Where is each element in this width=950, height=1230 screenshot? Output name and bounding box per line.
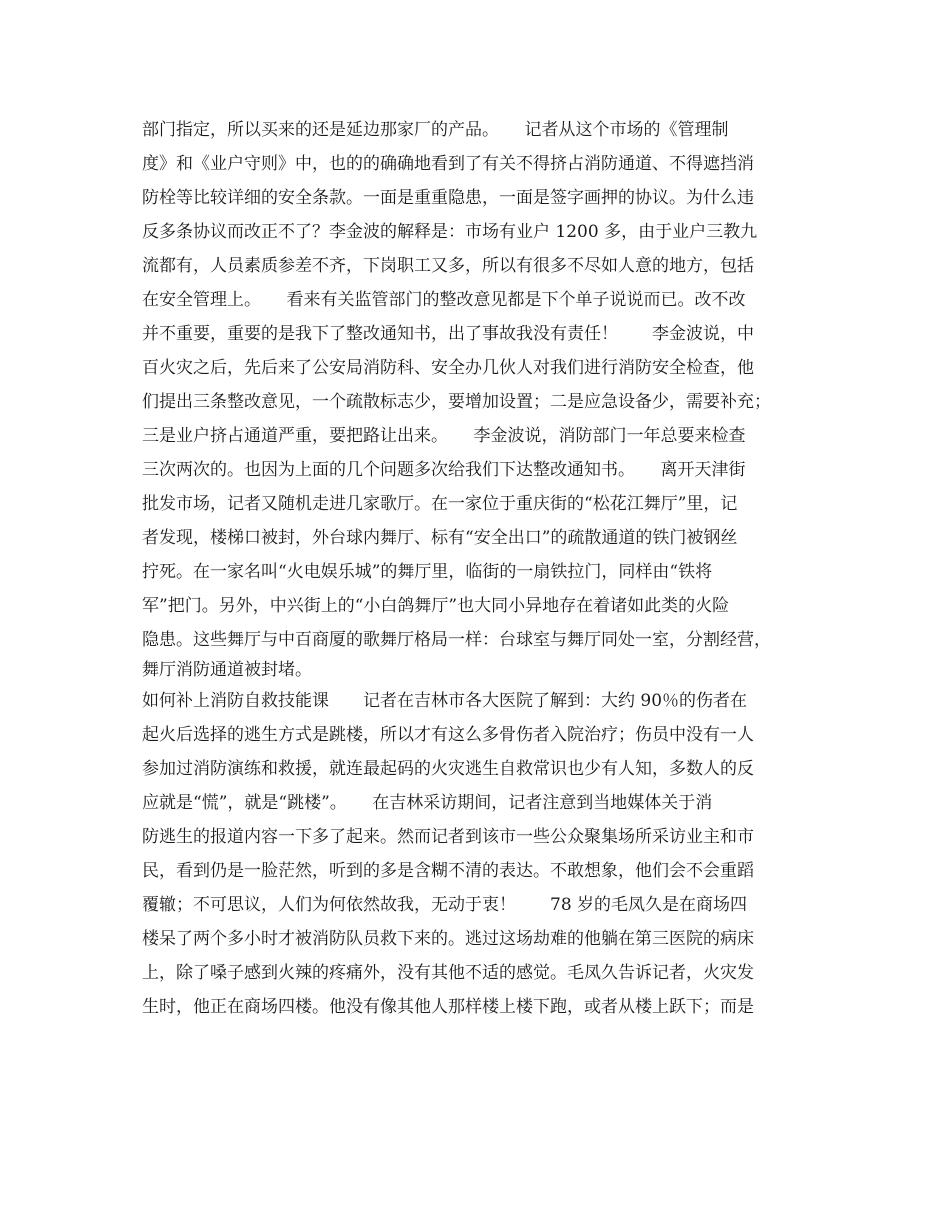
text-line: 度》和《业户守则》中，也的的确确地看到了有关不得挤占消防通道、不得遮挡消 xyxy=(142,154,754,174)
section-heading-line: 如何补上消防自救技能课 记者在吉林市各大医院了解到：大约 90％的伤者在 xyxy=(142,691,748,711)
text-line: 上，除了嗓子感到火辣的疼痛外，没有其他不适的感觉。毛凤久告诉记者，火灾发 xyxy=(142,963,754,983)
text-line: 防栓等比较详细的安全条款。一面是重重隐患，一面是签字画押的协议。为什么违 xyxy=(142,188,754,208)
text-line: 百火灾之后，先后来了公安局消防科、安全办几伙人对我们进行消防安全检查，他 xyxy=(142,358,754,378)
text-line: 应就是“慌”，就是“跳楼”。 在吉林采访期间，记者注意到当地媒体关于消 xyxy=(142,793,713,813)
text-line: 起火后选择的逃生方式是跳楼，所以才有这么多骨伤者入院治疗；伤员中没有一人 xyxy=(142,725,754,745)
text-line: 民，看到仍是一脸茫然，听到的多是含糊不清的表达。不敢想象，他们会不会重蹈 xyxy=(142,861,754,881)
text-line: 舞厅消防通道被封堵。 xyxy=(142,660,312,680)
text-line: 覆辙；不可思议，人们为何依然故我，无动于衷！ 78 岁的毛凤久是在商场四 xyxy=(142,895,748,915)
text-line: 者发现，楼梯口被封，外台球内舞厅、标有“安全出口”的疏散通道的铁门被钢丝 xyxy=(142,528,738,548)
article-body xyxy=(142,113,822,1024)
text-line: 并不重要，重要的是我下了整改通知书，出了事故我没有责任！ 李金波说，中 xyxy=(142,324,754,344)
text-line: 拧死。在一家名叫“火电娱乐城”的舞厅里，临街的一扇铁拉门，同样由“铁将 xyxy=(142,562,713,582)
text-line: 三是业户挤占通道严重，要把路让出来。 李金波说，消防部门一年总要来检查 xyxy=(142,426,746,446)
text-line: 流都有，人员素质参差不齐，下岗职工又多，所以有很多不尽如人意的地方，包括 xyxy=(142,256,754,276)
text-line: 楼呆了两个多小时才被消防队员救下来的。逃过这场劫难的他躺在第三医院的病床 xyxy=(142,929,754,949)
text-line: 部门指定，所以买来的还是延边那家厂的产品。 记者从这个市场的《管理制 xyxy=(142,120,729,140)
text-line: 军”把门。另外，中兴街上的“小白鸽舞厅”也大同小异地存在着诸如此类的火险 xyxy=(142,596,730,616)
text-line: 批发市场，记者又随机走进几家歌厅。在一家位于重庆街的“松花江舞厅”里，记 xyxy=(142,494,738,514)
text-line: 隐患。这些舞厅与中百商厦的歌舞厅格局一样：台球室与舞厅同处一室，分割经营， xyxy=(142,630,771,650)
text-line: 反多条协议而改正不了？李金波的解释是：市场有业户 1200 多，由于业户三教九 xyxy=(142,222,758,242)
text-line: 生时，他正在商场四楼。他没有像其他人那样楼上楼下跑，或者从楼上跃下；而是 xyxy=(142,997,754,1017)
text-line: 们提出三条整改意见，一个疏散标志少，要增加设置；二是应急设备少，需要补充； xyxy=(142,392,771,412)
text-line: 在安全管理上。 看来有关监管部门的整改意见都是下个单子说说而已。改不改 xyxy=(142,290,746,310)
text-line: 防逃生的报道内容一下多了起来。然而记者到该市一些公众聚集场所采访业主和市 xyxy=(142,827,754,847)
text-line: 参加过消防演练和救援，就连最起码的火灾逃生自救常识也少有人知，多数人的反 xyxy=(142,759,754,779)
text-line: 三次两次的。也因为上面的几个问题多次给我们下达整改通知书。 离开天津街 xyxy=(142,460,746,480)
